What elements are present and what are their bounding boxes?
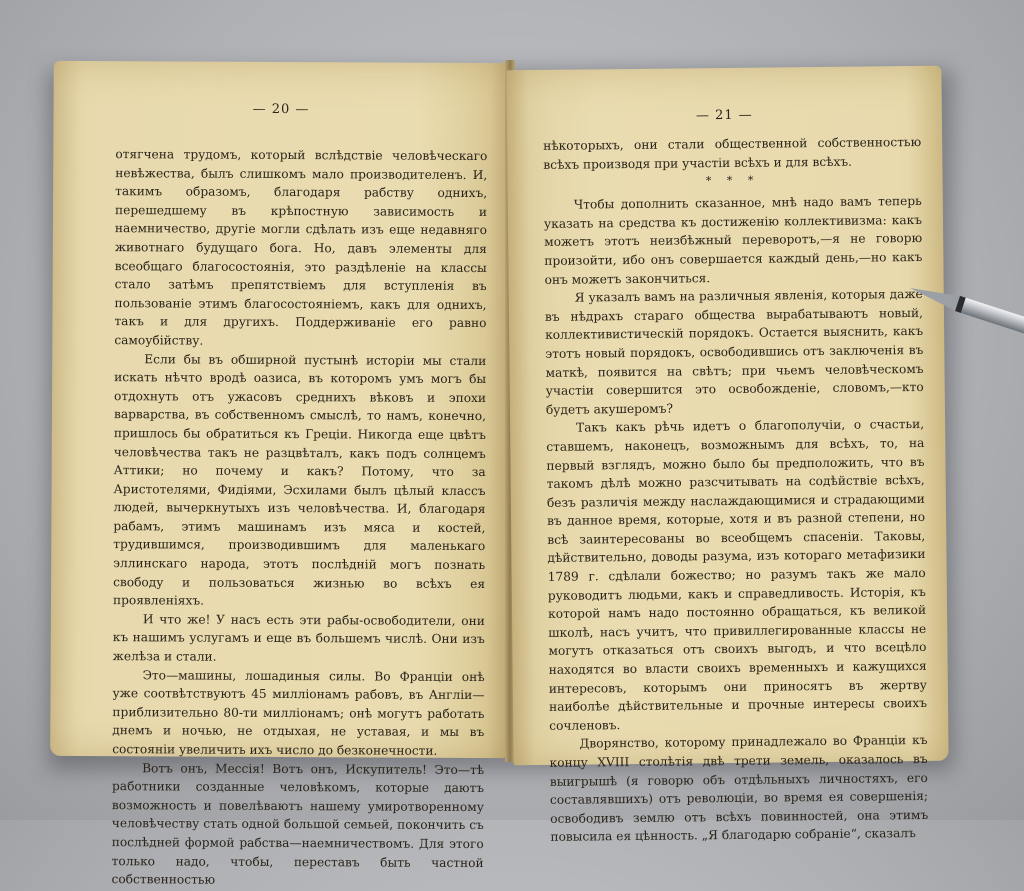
paragraph: отягчена трудомъ, который вслѣдствіе человѣческаго невѣжества, былъ слишкомъ мало производителенъ. И, такимъ образомъ, благодаря рабству однихъ, перешедшему въ крѣпостную зависимость и наемничество, другіе могли сдѣлать изъ еще недавняго животнаго будущаго бога. Но, давъ элементы для всеобщаго благосостоянія, это раздѣленіе на классы стало затѣмъ препятствіемъ для вступленія въ пользованіе этимъ благосостояніемъ, какъ для однихъ, такъ и для другихъ. Поддерживаніе его равно самоубійству. <box>114 147 488 348</box>
page-number-left: — 20 — <box>252 101 310 118</box>
left-page-text <box>111 145 487 891</box>
paragraph: И что же! У насъ есть эти рабы-освободители, они къ нашимъ услугамъ и еще въ большемъ числѣ. Они изъ желѣза и стали. <box>112 612 485 664</box>
paragraph: Дворянство, которому принадлежало во Франціи къ концу XVIII столѣтія двѣ трети земель, оказалось въ выигрышѣ (я говорю объ отдѣльныхъ личностяхъ, его составлявшихъ) отъ революціи, во время ея совершенія; освободивъ землю отъ всѣхъ повинностей, она этимъ повысила ея цѣнность. „Я благодарю собраніе“, сказалъ <box>549 733 929 845</box>
paragraph: Это—машины, лошадиныя силы. Во Франціи онѣ уже соотвѣтствуютъ 45 милліонамъ рабовъ, въ Англіи—приблизительно 80-ти милліонамъ; онѣ могутъ работать днемъ и ночью, не отдыхая, не уставая, и мы въ состояніи увеличить ихъ число до безконечности. <box>112 667 485 758</box>
paragraph: Я указалъ вамъ на различныя явленія, которыя даже въ нѣдрахъ стараго общества вырабатываютъ новый, коллективистическій порядокъ. Остается выяснить, какъ этотъ новый порядокъ, освободившись отъ заключенія въ маткѣ, появится на свѣтъ; при чьемъ человѣческомъ участіи совершится это освобожденіе, словомъ,—кто будетъ акушеромъ? <box>544 287 924 417</box>
paragraph: Чтобы дополнить сказанное, мнѣ надо вамъ теперь указать на средства къ достиженію коллективизма: какъ можетъ этотъ неизбѣжный переворотъ,—я не говорю произойти, ибо онъ совершается каждый день,—но какъ онъ можетъ закончиться. <box>543 194 923 287</box>
paragraph: Такъ какъ рѣчь идетъ о благополучіи, о счастьи, ставшемъ, наконецъ, возможнымъ для всѣхъ, то, на первый взглядъ, можно было бы предположить, что въ такомъ дѣлѣ можно разсчитывать на содѣйствіе всѣхъ, безъ различія между наслаждающимися и страдающими въ данное время, которые, хотя и въ разной степени, но всѣ заинтересованы во всеобщемъ спасеніи. Таковы, дѣйствительно, доводы разума, изъ котораго метафизики 1789 г. сдѣлали божество; но разумъ такъ же мало руководитъ людьми, какъ и справедливость. Исторія, къ которой намъ надо постоянно обращаться, къ великой школѣ, насъ учитъ, что привиллегированные классы не могутъ отказаться отъ своихъ выгодъ, и что всецѣло находятся во власти своихъ временныхъ и кажущихся интересовъ, которымъ они приносятъ въ жертву наиболѣе дѣйствительные и прочные интересы своихъ сочленовъ. <box>546 417 928 733</box>
paragraph: нѣкоторыхъ, они стали общественной собственностью всѣхъ производя при участіи всѣхъ и для всѣхъ. <box>543 134 922 172</box>
paragraph: Вотъ онъ, Мессія! Вотъ онъ, Искупитель! Это—тѣ работники созданные человѣкомъ, которые даютъ возможность и повелѣваютъ нашему умиротворенному человѣчеству стать одной большой семьей, покончить съ послѣдней формой рабства—наемничествомъ. Для этого только надо, чтобы, переставъ быть частной собственностью <box>111 760 485 887</box>
pen-body <box>957 296 1024 339</box>
right-page <box>506 66 948 845</box>
page-number-right: — 21 — <box>695 107 753 124</box>
paragraph: Если бы въ обширной пустынѣ исторіи мы стали искать нѣчто вродѣ оазиса, въ которомъ умъ могъ бы отдохнуть отъ ужасовъ среднихъ вѣковъ и эпохи варварства, въ собственномъ смыслѣ, то намъ, конечно, пришлось бы обратиться къ Греціи. Никогда еще цвѣтъ человѣчества такъ не разцвѣталъ, какъ подъ солнцемъ Аттики; но почему и какъ? Потому, что за Аристотелями, Фидіями, Эсхилами былъ цѣлый классъ людей, вычеркнутыхъ изъ человѣчества. И, благодаря рабамъ, этимъ машинамъ изъ мяса и костей, трудившимся, производившимъ для маленькаго эллинскаго народа, этотъ послѣдній могъ познать свободу и пользоваться жизнью во всѣхъ ея проявленіяхъ. <box>112 351 487 608</box>
right-page-text <box>543 133 928 847</box>
section-divider: * * * <box>705 173 760 188</box>
left-page <box>50 61 509 887</box>
